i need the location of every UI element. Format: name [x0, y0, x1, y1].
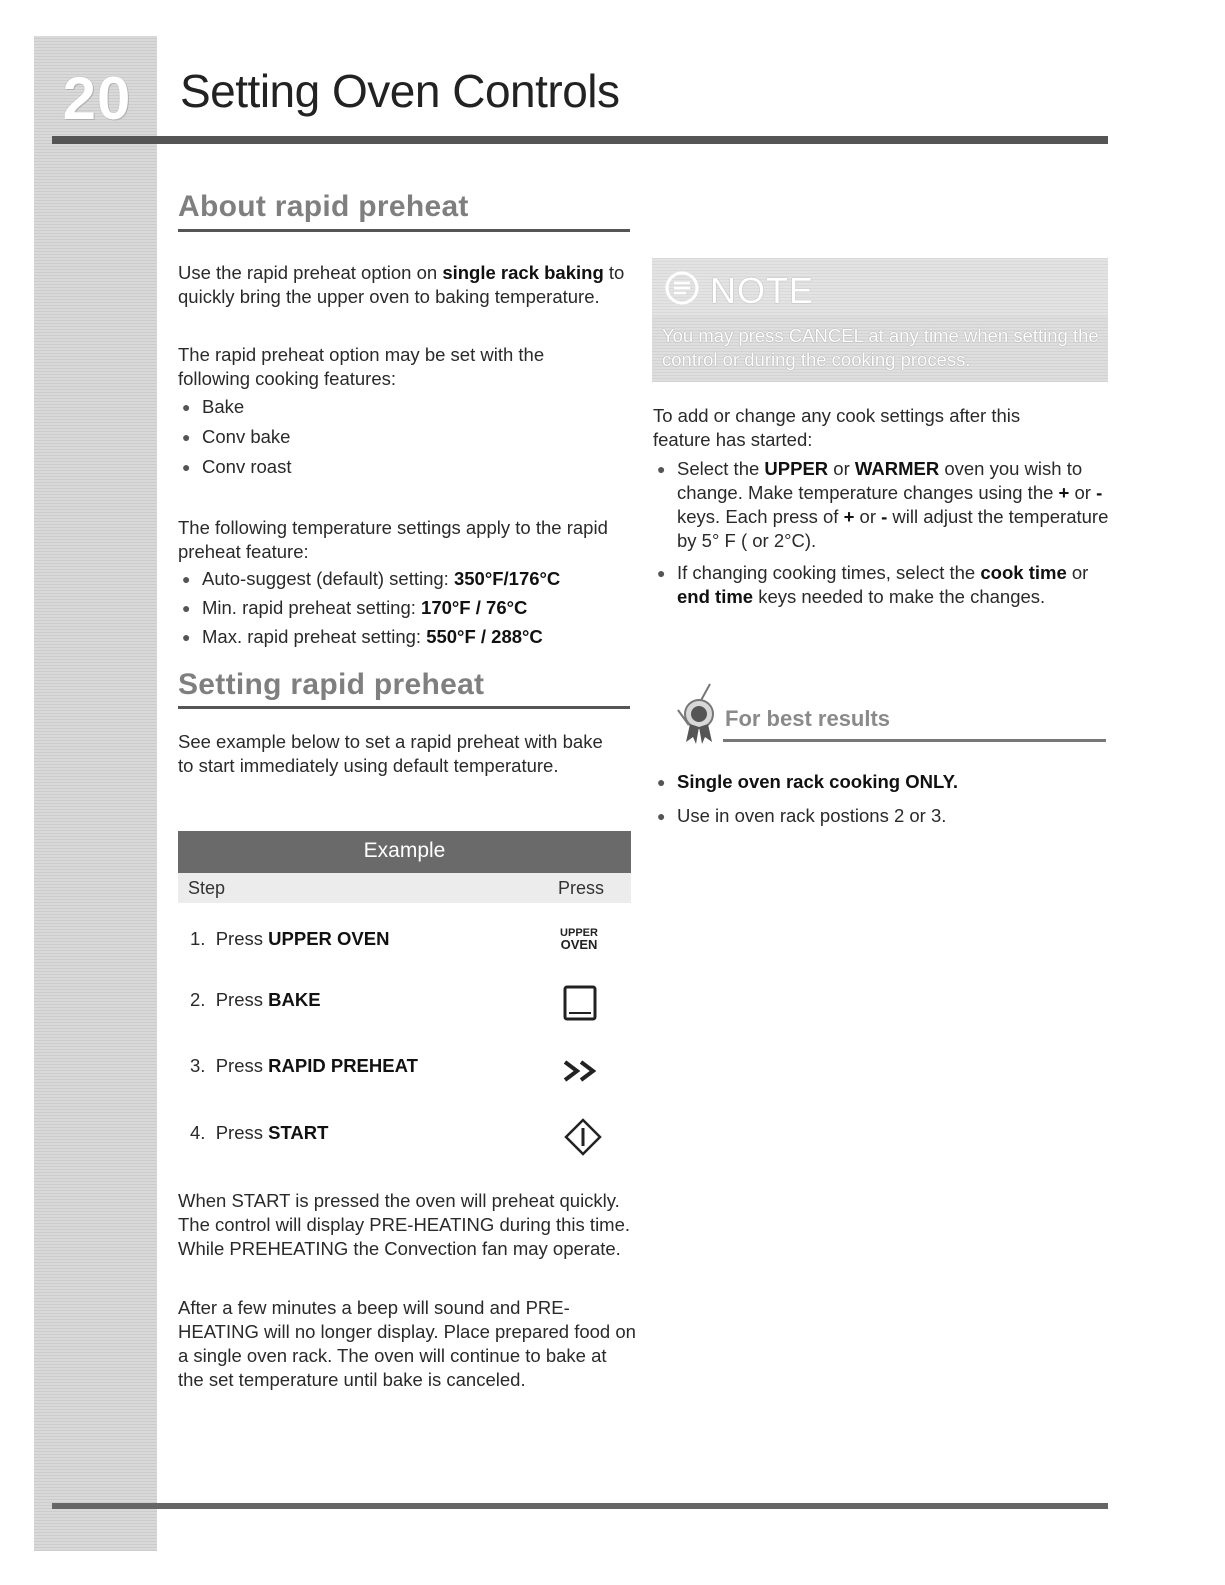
best-results-rule [723, 739, 1106, 742]
temp-list [178, 567, 628, 649]
note-icon [664, 270, 700, 306]
note-text: You may press CANCEL at any time when setting the control or during the cooking process. [662, 325, 1099, 370]
page-number: 20 [62, 65, 132, 132]
example-header-row [178, 873, 631, 903]
setting-heading: Setting rapid preheat [178, 668, 485, 701]
about-intro: Use the rapid preheat option on single rack baking to quickly bring the upper oven to baking temperature. [178, 262, 625, 307]
after-beep-paragraph: After a few minutes a beep will sound and PRE-HEATING will no longer display. Place prepared food on a single oven rack. The oven will continue to bake at the set temperature until bake is canceled. [178, 1297, 636, 1390]
page-title: Setting Oven Controls [180, 65, 620, 117]
list-item: ● Bake [182, 396, 245, 417]
list-item: ● Max. rapid preheat setting: 550°F / 288°C [182, 626, 543, 647]
list-item: ● Single oven rack cooking ONLY. [657, 771, 959, 792]
setting-intro: See example below to set a rapid preheat with bake to start immediately using default temperature. [178, 731, 603, 776]
header-rule [52, 136, 1108, 144]
change-intro: To add or change any cook settings after this feature has started: [653, 405, 1021, 450]
press-header: Press [558, 878, 605, 898]
award-ribbon-icon [676, 680, 722, 746]
features-intro: The rapid preheat option may be set with the following cooking features: [178, 344, 545, 389]
setting-heading-rule [178, 706, 630, 709]
list-item: ● Use in oven rack postions 2 or 3. [657, 805, 947, 826]
step-4: 4. Press START [190, 1122, 329, 1143]
list-item: ● Conv bake [182, 426, 291, 447]
example-bar [178, 831, 631, 873]
intro-bold: single rack baking [442, 262, 604, 283]
temp-intro: The following temperature settings apply to the rapid preheat feature: [178, 517, 608, 562]
after-start-paragraph: When START is pressed the oven will preheat quickly. The control will display PRE-HEATING during this time. While PREHEATING the Convection fan may operate. [178, 1190, 631, 1259]
change-list [653, 457, 1113, 609]
about-heading-rule [178, 229, 630, 232]
bake-key-icon [563, 985, 597, 1021]
step-1: 1. Press UPPER OVEN [190, 928, 390, 949]
footer-rule [52, 1503, 1108, 1509]
about-heading: About rapid preheat [178, 190, 469, 223]
list-item: ● Conv roast [182, 456, 292, 477]
rapid-preheat-key-icon [562, 1059, 600, 1083]
step-3: 3. Press RAPID PREHEAT [190, 1055, 418, 1076]
list-item: ● Auto-suggest (default) setting: 350°F/176°C [182, 568, 561, 589]
sidebar-band [34, 36, 157, 1551]
note-title: NOTE [710, 270, 815, 311]
best-results-list [653, 770, 1093, 828]
list-item: ● Select the UPPER or WARMER oven you wish to change. Make temperature changes using the + or - keys. Each press of + or - will adjust the temperature by 5° F ( or 2°C). [657, 458, 1109, 551]
features-list [178, 395, 598, 479]
step-header: Step [188, 878, 226, 898]
list-item: ● If changing cooking times, select the cook time or end time keys needed to make the changes. [657, 562, 1089, 607]
step-2: 2. Press BAKE [190, 989, 321, 1010]
note-box [652, 258, 1108, 382]
example-title: Example [363, 839, 446, 862]
start-key-icon [564, 1118, 602, 1156]
upper-oven-key-icon: UPPER OVEN [560, 927, 598, 952]
best-results-title: For best results [725, 706, 891, 731]
list-item: ● Min. rapid preheat setting: 170°F / 76°C [182, 597, 528, 618]
